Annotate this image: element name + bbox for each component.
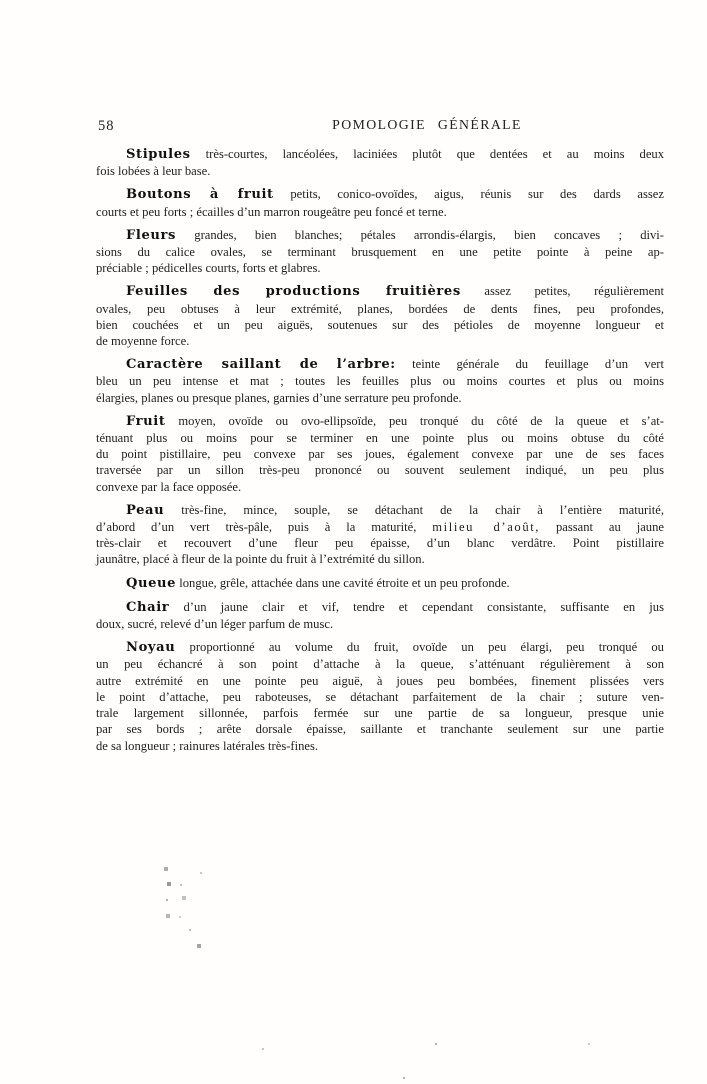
page-number: 58	[98, 118, 115, 134]
text-line: fois lobées à leur base.	[96, 164, 211, 179]
text-line: de moyenne force.	[96, 334, 190, 349]
scan-speckles	[0, 0, 2, 2]
text-line: autre extrémité en une pointe peu aiguë, à joues peu bombées, finement plissées vers	[96, 673, 664, 688]
text-line: préciable ; pédicelles courts, forts et glabres.	[96, 261, 321, 276]
text-line: ovales, peu obtuses à leur extrémité, planes, bordées de dents fines, peu profondes,	[96, 301, 664, 316]
text-line: par ses bords ; arête dorsale épaisse, saillante et tranchante seulement sur une partie	[96, 722, 664, 737]
text-line: Boutons à fruit petits, conico-ovoïdes, aigus, réunis sur des dards assez	[126, 187, 664, 203]
text-line: ténuant plus ou moins pour se terminer en une pointe plus ou moins obtuse du côté	[96, 431, 664, 446]
headword: Boutons à fruit	[126, 187, 274, 203]
paragraph	[96, 413, 664, 495]
paragraph	[96, 186, 664, 219]
headword: Fruit	[126, 413, 166, 429]
text-line: Stipules très-courtes, lancéolées, laciniées plutôt que dentées et au moins deux	[126, 147, 664, 162]
text-line: Fruit moyen, ovoïde ou ovo-ellipsoïde, peu tronqué du côté de la queue et s’at-	[126, 413, 664, 429]
text-line: sions du calice ovales, se terminant brusquement en une petite pointe à peine ap-	[96, 245, 664, 260]
text-block	[96, 146, 664, 761]
text-line: de sa longueur ; rainures latérales très-fines.	[96, 738, 319, 753]
paragraph	[96, 575, 664, 592]
text-line: doux, sucré, relevé d’un léger parfum de musc.	[96, 617, 334, 632]
text-line: Peau très-fine, mince, souple, se détachant de la chair à l’entière maturité,	[126, 502, 664, 518]
headword: Noyau	[126, 640, 176, 656]
text-line: trale largement sillonnée, parfois fermée sur une partie de sa longueur, presque unie	[96, 706, 664, 721]
paragraph	[96, 502, 664, 568]
paragraph	[96, 356, 664, 406]
text-line: courts et peu forts ; écailles d’un marron rougeâtre peu foncé et terne.	[96, 204, 447, 219]
text-line: d’abord d’un vert très-pâle, puis à la maturité, milieu d’août, passant au jaune	[96, 520, 664, 535]
paragraph	[96, 146, 664, 179]
text-line: Caractère saillant de l’arbre: teinte générale du feuillage d’un vert	[126, 357, 664, 373]
text-line: convexe par la face opposée.	[96, 479, 242, 494]
paragraph	[96, 639, 664, 753]
running-title: POMOLOGIE GÉNÉRALE	[332, 117, 522, 132]
headword: Stipules	[126, 147, 191, 162]
text-line: traversée par un sillon très-peu prononcé ou souvent seulement indiqué, un peu plus	[96, 463, 664, 478]
text-line: jaunâtre, placé à fleur de la pointe du fruit à l’extrémité du sillon.	[96, 552, 425, 567]
text-line: Queue longue, grêle, attachée dans une cavité étroite et un peu profonde.	[126, 575, 510, 591]
headword: Fleurs	[126, 227, 176, 243]
paragraph	[96, 283, 664, 349]
headword: Caractère saillant de l’arbre:	[126, 357, 396, 373]
headword: Chair	[126, 599, 170, 615]
text-line: Feuilles des productions fruitières assez petites, régulièrement	[126, 284, 664, 300]
text-line: bien couchées et un peu aiguës, soutenues sur des pétioles de moyenne longueur et	[96, 317, 664, 332]
paragraph	[96, 227, 664, 277]
headword: Feuilles des productions fruitières	[126, 284, 461, 300]
headword: Peau	[126, 502, 165, 518]
text-line: un peu échancré à son point d’attache à la queue, s’atténuant régulièrement à son	[96, 657, 664, 672]
headword: Queue	[126, 575, 177, 591]
text-line: bleu un peu intense et mat ; toutes les feuilles plus ou moins courtes et plus ou moins	[96, 374, 664, 389]
text-line: Noyau proportionné au volume du fruit, ovoïde un peu élargi, peu tronqué ou	[126, 640, 664, 656]
page-header	[96, 117, 664, 135]
paragraph	[96, 599, 664, 632]
emphasized-maturity-date: milieu d’août,	[432, 520, 541, 535]
text-line: élargies, planes ou presque planes, garnies d’une serrature peu profonde.	[96, 390, 462, 405]
text-line: très-clair et recouvert d’une fleur peu épaisse, d’un blanc verdâtre. Point pistillaire	[96, 536, 664, 551]
text-line: le point d’attache, peu raboteuses, se détachant parfaitement de la chair ; suture ven-	[96, 689, 664, 704]
text-line: du point pistillaire, peu convexe par ses joues, également convexe par une de ses faces	[96, 447, 664, 462]
text-line: Chair d’un jaune clair et vif, tendre et cependant consistante, suffisante en jus	[126, 599, 664, 615]
text-line: Fleurs grandes, bien blanches; pétales arrondis-élargis, bien concaves ; divi-	[126, 227, 665, 243]
